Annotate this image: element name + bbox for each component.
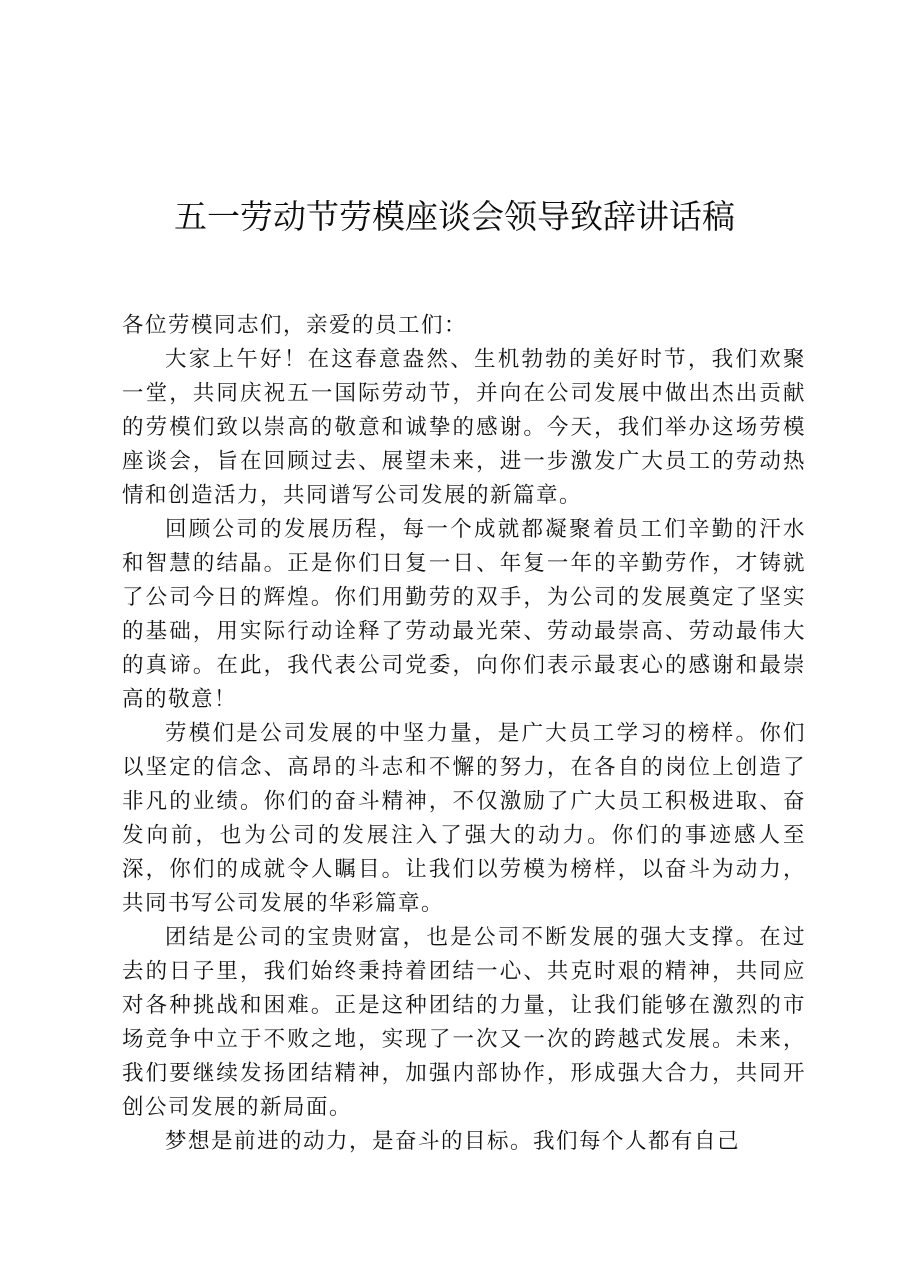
paragraph-role-models: 劳模们是公司发展的中坚力量，是广大员工学习的榜样。你们以坚定的信念、高昂的斗志和不懈的努力，在各自的岗位上创造了非凡的业绩。你们的奋斗精神，不仅激励了广大员工积极进取、奋发向前，也为公司的发展注入了强大的动力。你们的事迹感人至深，你们的成就令人瞩目。让我们以劳模为榜样，以奋斗为动力，共同书写公司发展的华彩篇章。 xyxy=(122,721,806,916)
paragraph-dream: 梦想是前进的动力，是奋斗的目标。我们每个人都有自己 xyxy=(165,1129,741,1154)
paragraph-greeting: 大家上午好！在这春意盎然、生机勃勃的美好时节，我们欢聚一堂，共同庆祝五一国际劳动节，并向在公司发展中做出杰出贡献的劳模们致以崇高的敬意和诚挚的感谢。今天，我们举办这场劳模座谈会，旨在回顾过去、展望未来，进一步激发广大员工的劳动热情和创造活力，共同谱写公司发展的新篇章。 xyxy=(122,347,806,508)
document-body xyxy=(122,309,806,1159)
document-title: 五一劳动节劳模座谈会领导致辞讲话稿 xyxy=(174,197,735,236)
paragraph-history: 回顾公司的发展历程，每一个成就都凝聚着员工们辛勤的汗水和智慧的结晶。正是你们日复一日、年复一年的辛勤劳作，才铸就了公司今日的辉煌。你们用勤劳的双手，为公司的发展奠定了坚实的基础，用实际行动诠释了劳动最光荣、劳动最崇高、劳动最伟大的真谛。在此，我代表公司党委，向你们表示最衷心的感谢和最崇高的敬意！ xyxy=(122,517,806,712)
paragraph-unity: 团结是公司的宝贵财富，也是公司不断发展的强大支撑。在过去的日子里，我们始终秉持着团结一心、共克时艰的精神，共同应对各种挑战和困难。正是这种团结的力量，让我们能够在激烈的市场竞争中立于不败之地，实现了一次又一次的跨越式发展。未来，我们要继续发扬团结精神，加强内部协作，形成强大合力，共同开创公司发展的新局面。 xyxy=(122,925,806,1120)
salutation: 各位劳模同志们，亲爱的员工们： xyxy=(122,313,468,338)
